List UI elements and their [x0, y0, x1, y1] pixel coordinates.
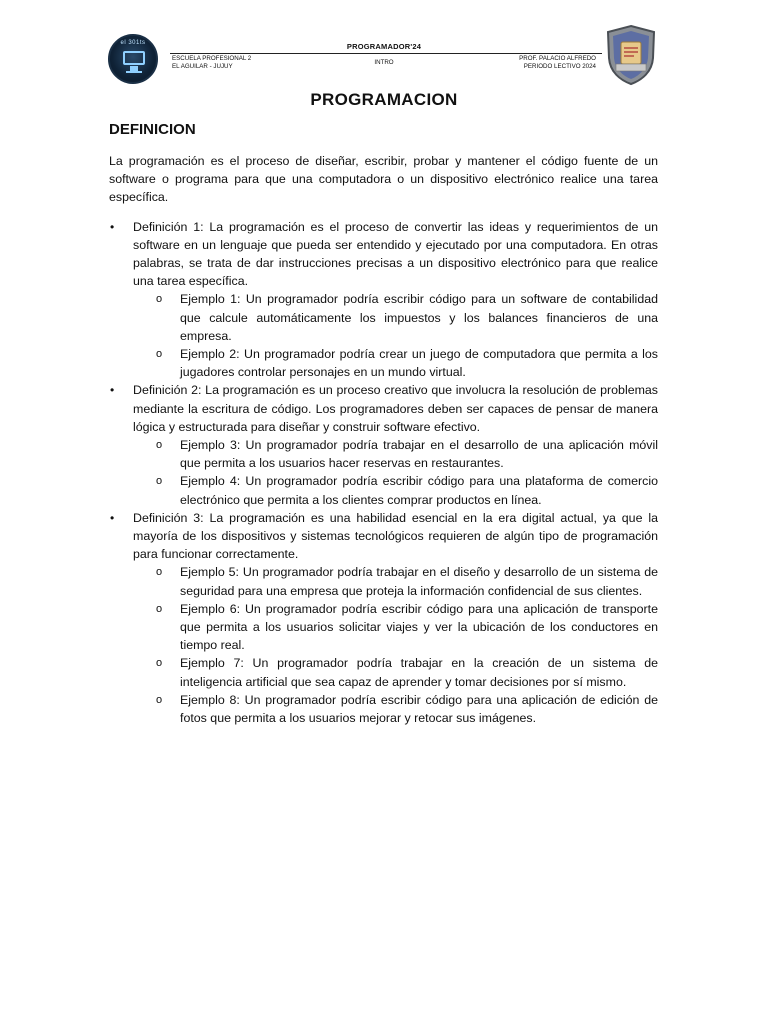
teacher-name: PROF. PALACIO ALFREDO	[519, 55, 596, 62]
example-text: Ejemplo 3: Un programador podría trabajar en el desarrollo de una aplicación móvil que permita a los usuarios hacer reservas en restaurantes.	[180, 438, 658, 471]
example-item	[156, 436, 658, 472]
document-body	[109, 152, 658, 727]
sub-bullet-icon: o	[156, 602, 163, 615]
logo-left-text: el 301ts	[120, 40, 146, 46]
example-item	[156, 654, 658, 690]
example-item	[156, 345, 658, 381]
school-period: PERIODO LECTIVO 2024	[523, 63, 596, 71]
header-section: INTRO	[374, 59, 394, 66]
sub-bullet-icon: o	[156, 439, 163, 452]
definition-text: Definición 1: La programación es el proceso de convertir las ideas y requerimientos de un software en un lenguaje que pueda ser entendido y ejecutado por una computadora. En otras palabras, se trata de dar instrucciones precisas a un dispositivo electrónico para que realice una tarea específica.	[133, 219, 658, 289]
header-teacher	[519, 55, 596, 71]
example-item	[156, 563, 658, 599]
example-item	[156, 290, 658, 345]
definition-text: Definición 3: La programación es una habilidad esencial en la era digital actual, ya que la mayoría de los dispositivos y sistemas tecnológicos requieren de algún tipo de programación para funcionar correctamente.	[133, 510, 658, 562]
examples-list	[133, 563, 658, 727]
sub-bullet-icon: o	[156, 566, 163, 579]
sub-bullet-icon: o	[156, 475, 163, 488]
page-header	[108, 30, 660, 90]
school-name: ESCUELA PROFESIONAL 2	[172, 55, 252, 62]
example-text: Ejemplo 2: Un programador podría crear un juego de computadora que permita a los jugadores controlar personajes en un mundo virtual.	[180, 347, 658, 380]
header-divider	[170, 53, 602, 54]
sub-bullet-icon: o	[156, 693, 163, 706]
school-location: EL AGUILAR - JUJUY	[172, 63, 233, 71]
shield-logo-icon	[604, 24, 658, 86]
example-text: Ejemplo 8: Un programador podría escribir código para una aplicación de edición de fotos que permita a los usuarios mejorar y retocar sus imágenes.	[180, 692, 658, 726]
sub-bullet-icon: o	[156, 657, 163, 670]
example-item	[156, 472, 658, 508]
examples-list	[133, 290, 658, 381]
example-text: Ejemplo 6: Un programador podría escribir código para una aplicación de transporte que permita a los usuarios solicitar viajes y ver la ubicación de los conductores en tiempo real.	[180, 601, 658, 653]
sub-bullet-icon: o	[156, 293, 163, 306]
intro-paragraph: La programación es el proceso de diseñar, escribir, probar y mantener el código fuente de un software o programa para que una computadora o un dispositivo electrónico realice una tarea específica.	[109, 154, 658, 205]
definition-item	[109, 509, 658, 727]
example-item	[156, 691, 658, 727]
bullet-icon: •	[110, 219, 115, 234]
header-title: PROGRAMADOR'24	[346, 42, 422, 51]
definition-item	[109, 218, 658, 382]
example-text: Ejemplo 1: Un programador podría escribir código para un software de contabilidad que calcule automáticamente los impuestos y los balances financieros de una empresa.	[180, 292, 658, 343]
example-text: Ejemplo 5: Un programador podría trabajar en el diseño y desarrollo de un sistema de seguridad para una empresa que proteja la información confidencial de sus clientes.	[180, 565, 658, 598]
bullet-icon: •	[110, 383, 115, 398]
example-item	[156, 600, 658, 655]
bullet-icon: •	[110, 510, 115, 525]
examples-list	[133, 436, 658, 509]
definition-item	[109, 381, 658, 508]
example-text: Ejemplo 4: Un programador podría escribir código para una plataforma de comercio electrónico que permita a los clientes comprar productos en línea.	[180, 474, 658, 507]
section-heading: DEFINICION	[109, 121, 196, 138]
definition-text: Definición 2: La programación es un proceso creativo que involucra la resolución de problemas mediante la escritura de código. Los programadores deben ser capaces de pensar de manera lógica y estructurada para diseñar y construir software efectivo.	[133, 383, 658, 434]
example-text: Ejemplo 7: Un programador podría trabajar en la creación de un sistema de inteligencia artificial que sea capaz de aprender y tomar decisiones por sí mismo.	[180, 656, 658, 689]
sub-bullet-icon: o	[156, 348, 163, 361]
definitions-list	[109, 218, 658, 728]
document-title: PROGRAMACION	[310, 90, 458, 109]
